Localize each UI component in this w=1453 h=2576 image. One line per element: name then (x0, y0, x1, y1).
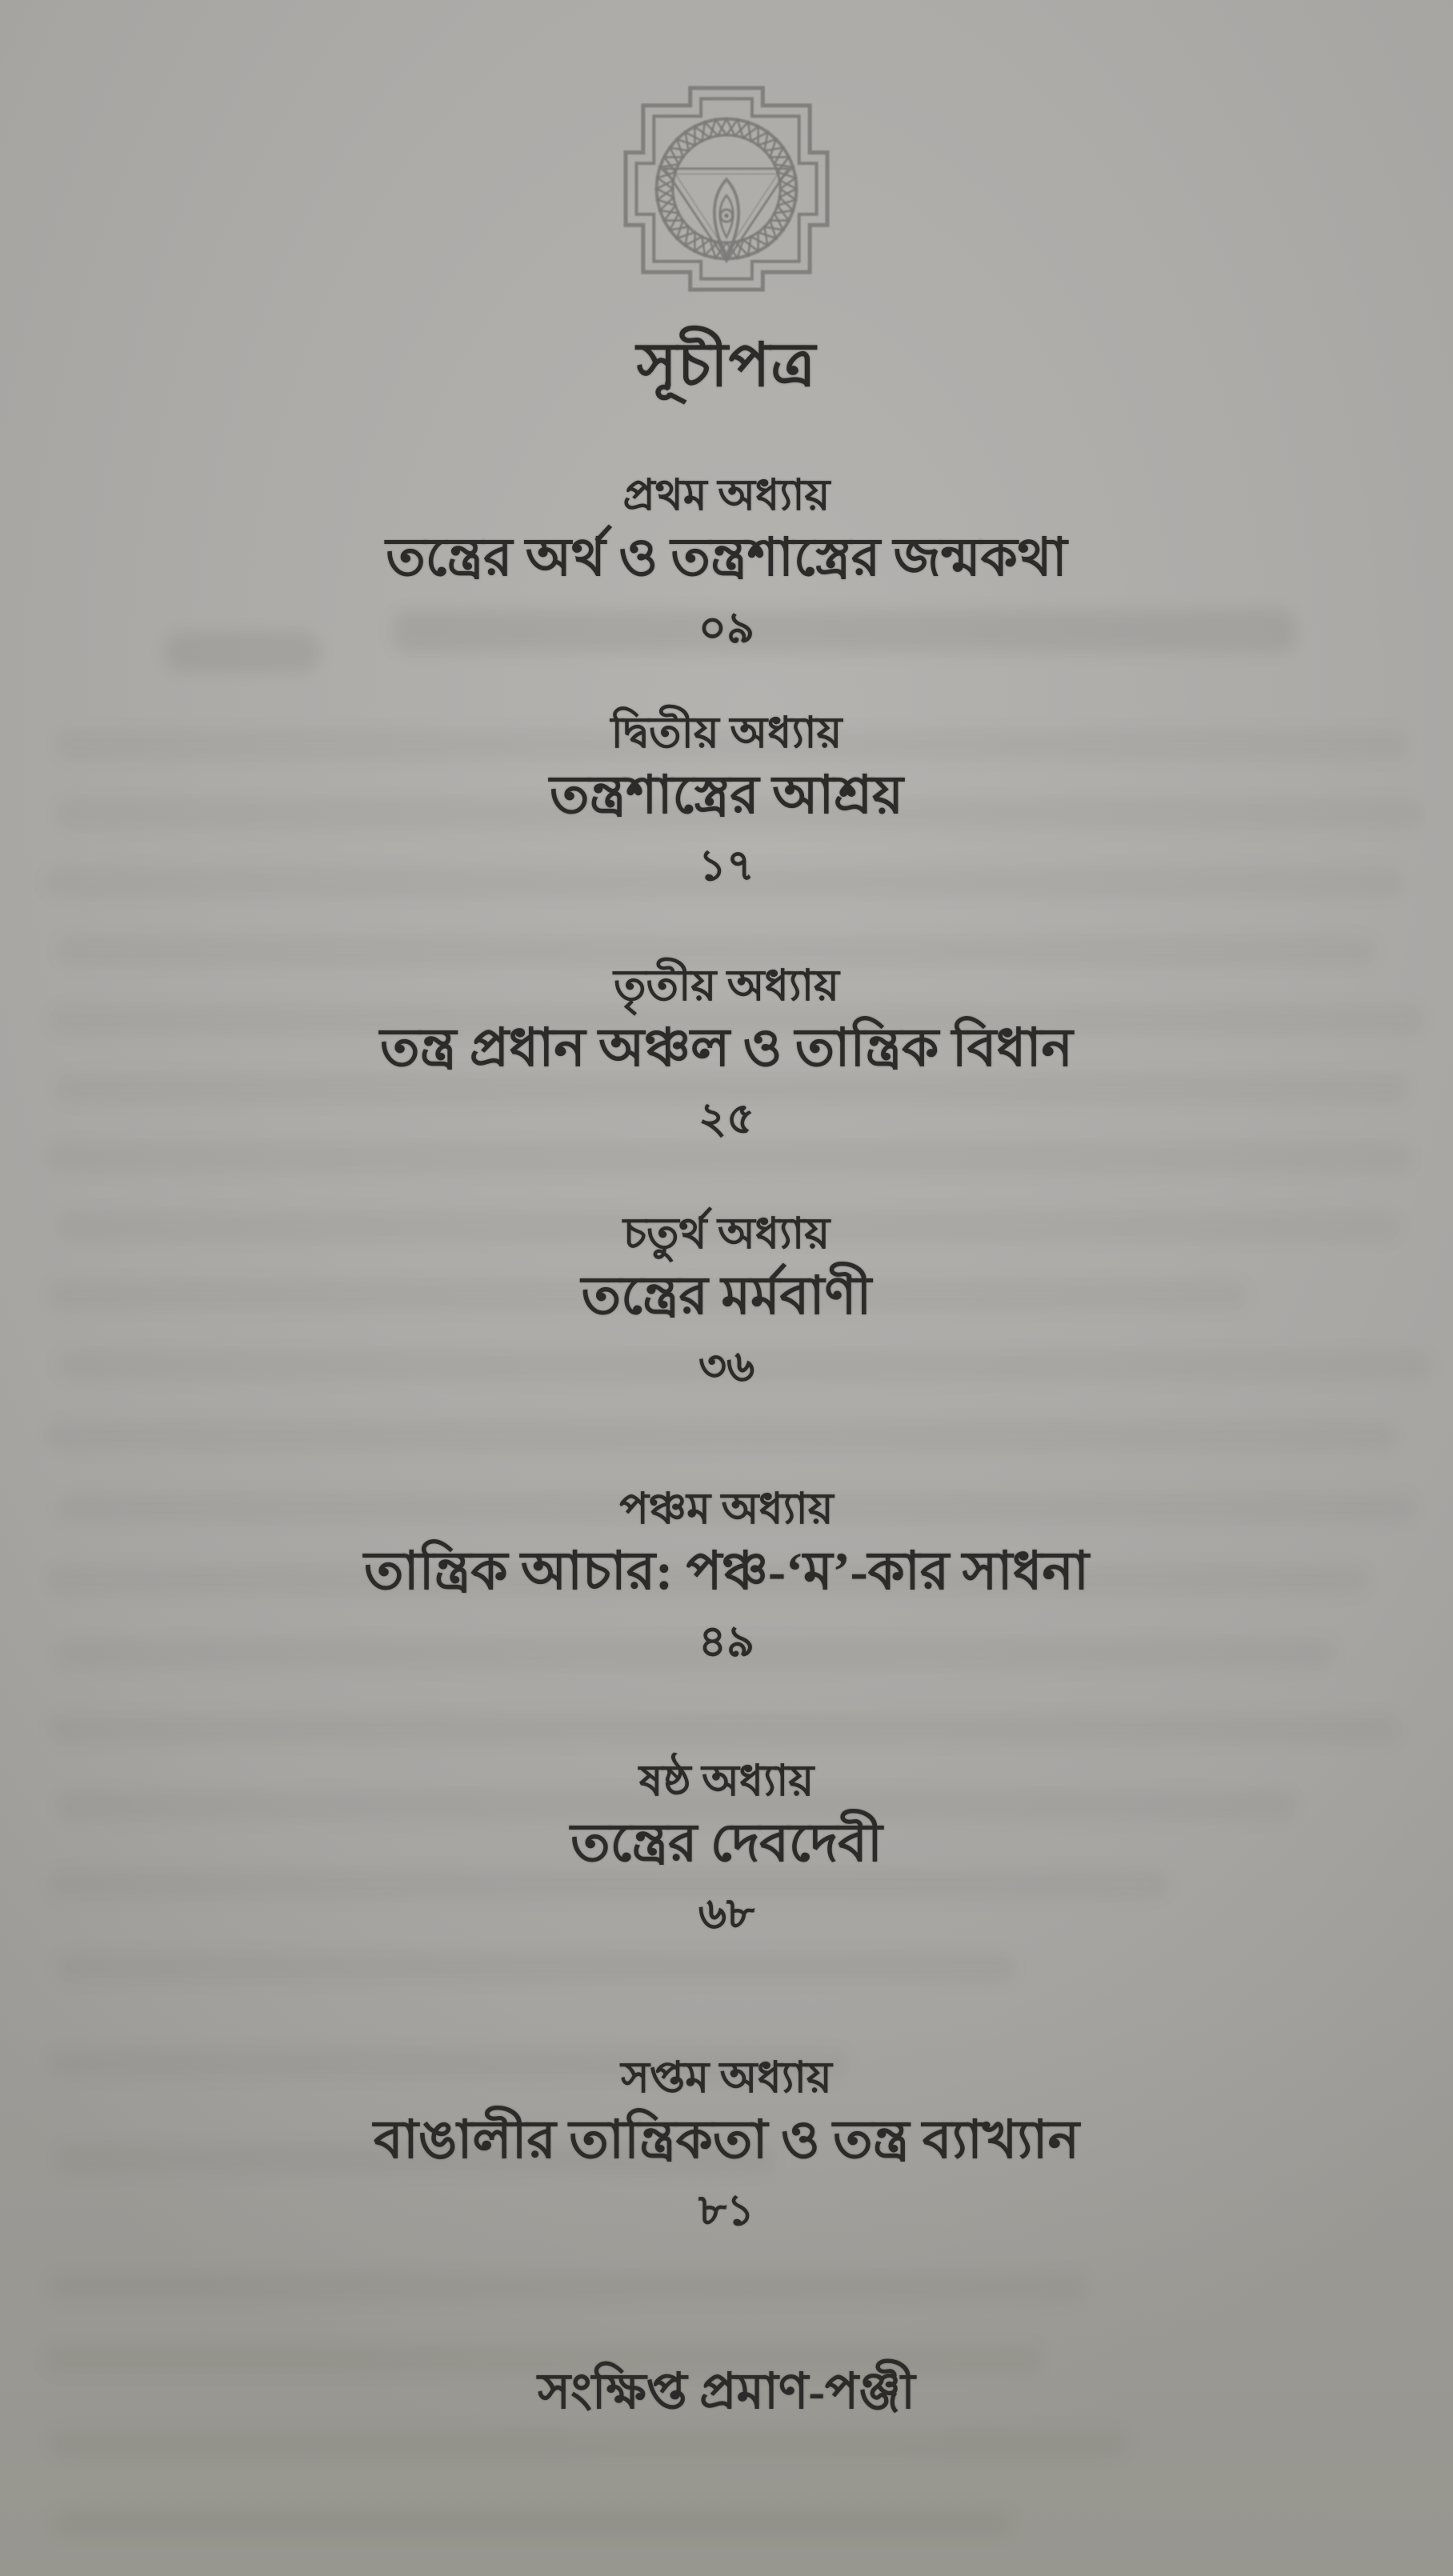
chapter-page-number: ১৭ (698, 841, 755, 890)
chapter-title: তন্ত্রের দেবদেবী (570, 1814, 883, 1874)
chapter-label: পঞ্চম অধ্যায় (619, 1485, 834, 1533)
toc-entry-5 (0, 1482, 1453, 1667)
chapter-page-number: ৩৬ (698, 1342, 755, 1390)
chapter-label: দ্বিতীয় অধ্যায় (610, 709, 843, 757)
toc-entry-3 (0, 958, 1453, 1144)
chapter-title: তন্ত্রশাস্ত্রের আশ্রয় (549, 766, 904, 826)
toc-entry-4 (0, 1206, 1453, 1392)
chapter-page-number: ৮১ (698, 2186, 755, 2234)
toc-entry-7 (0, 2050, 1453, 2236)
sri-yantra-icon (592, 69, 861, 309)
chapter-label: চতুর্থ অধ্যায় (622, 1210, 831, 1258)
chapter-label: ষষ্ঠ অধ্যায় (638, 1757, 815, 1805)
chapter-title: তন্ত্র প্রধান অঞ্চল ও তান্ত্রিক বিধান (380, 1019, 1073, 1078)
toc-entry-6 (0, 1754, 1453, 1939)
chapter-label: তৃতীয় অধ্যায় (614, 962, 839, 1010)
chapter-page-number: ০৯ (698, 603, 755, 652)
chapter-label: প্রথম অধ্যায় (622, 471, 831, 519)
toc-entry-bibliography: সংক্ষিপ্ত প্রমাণ-পঞ্জী (538, 2365, 915, 2419)
toc-entry-2 (0, 706, 1453, 891)
chapter-title: তন্ত্রের মর্মবাণী (581, 1267, 872, 1326)
chapter-label: সপ্তম অধ্যায় (621, 2054, 832, 2102)
chapter-page-number: ৪৯ (698, 1617, 755, 1666)
chapter-page-number: ২৫ (698, 1094, 755, 1142)
toc-entry-1 (0, 468, 1453, 654)
chapter-title: বাঙালীর তান্ত্রিকতা ও তন্ত্র ব্যাখ্যান (374, 2111, 1079, 2170)
page-title: সূচীপত্র (636, 332, 817, 399)
chapter-page-number: ৬৮ (698, 1889, 755, 1938)
chapter-title: তন্ত্রের অর্থ ও তন্ত্রশাস্ত্রের জন্মকথা (386, 529, 1067, 588)
chapter-title: তান্ত্রিক আচার: পঞ্চ-‘ম’-কার সাধনা (364, 1542, 1089, 1602)
